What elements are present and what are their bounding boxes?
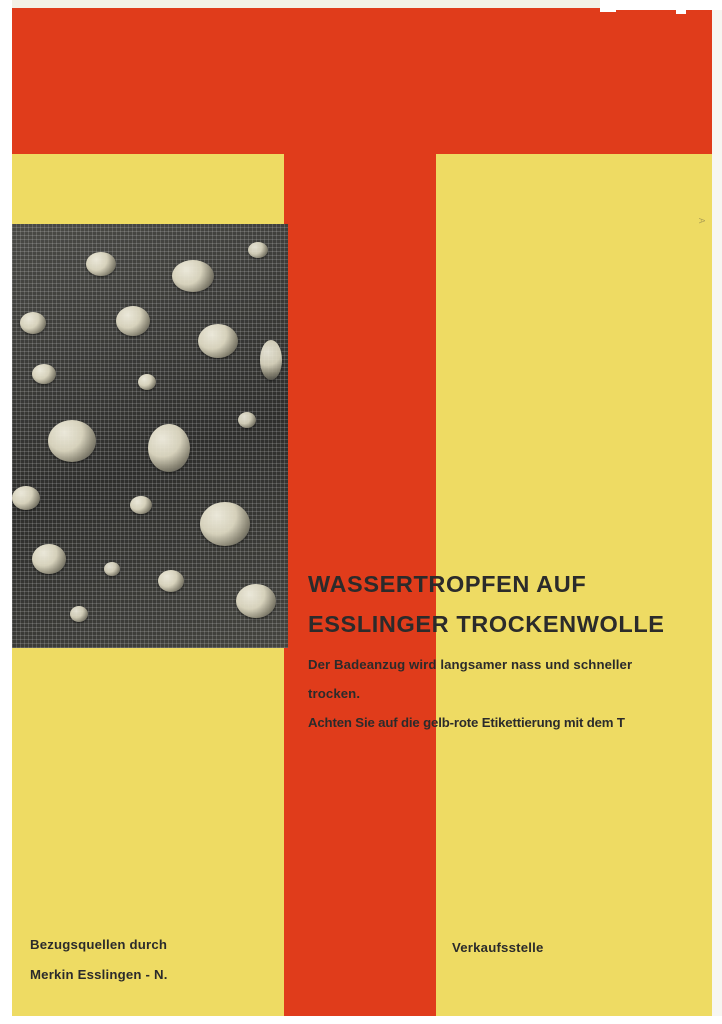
water-drop	[12, 486, 40, 510]
water-drop	[32, 544, 66, 574]
water-drop	[236, 584, 276, 618]
water-drop	[86, 252, 116, 276]
water-drop	[238, 412, 256, 428]
headline-line-2: ESSLINGER TROCKENWOLLE	[308, 611, 665, 638]
water-drop	[148, 424, 190, 472]
water-drops-photo	[12, 224, 288, 648]
paper-tear-mark	[600, 0, 616, 12]
footer-left-line-1: Bezugsquellen durch	[30, 937, 168, 952]
body-line-2: trocken.	[308, 686, 361, 702]
water-drop	[20, 312, 46, 334]
water-drop	[32, 364, 56, 384]
paper-edge-right	[712, 0, 722, 1024]
water-drop	[130, 496, 152, 514]
poster-body-text	[308, 650, 704, 737]
red-t-vertical-stem	[284, 8, 436, 1016]
faint-edge-mark: A	[697, 218, 706, 225]
water-drop	[104, 562, 120, 576]
body-line-3: Achten Sie auf die gelb-rote Etikettierung mit dem T	[308, 715, 625, 731]
water-drop	[116, 306, 150, 336]
paper-edge-bottom	[0, 1016, 722, 1024]
paper-edge-top-right	[602, 0, 722, 10]
water-drop	[260, 340, 282, 380]
paper-tear-mark	[676, 0, 686, 14]
footer-left-block	[30, 930, 280, 989]
water-drop	[138, 374, 156, 390]
footer-right-label: Verkaufsstelle	[452, 940, 544, 955]
water-drop	[158, 570, 184, 592]
paper-edge-left	[0, 0, 12, 1024]
poster-headline	[308, 564, 700, 645]
water-drop	[70, 606, 88, 622]
footer-left-line-2: Merkin Esslingen - N.	[30, 966, 168, 982]
water-drop	[200, 502, 250, 546]
headline-line-1: WASSERTROPFEN AUF	[308, 571, 587, 597]
water-drop	[248, 242, 268, 258]
water-drop	[48, 420, 96, 462]
water-drop	[198, 324, 238, 358]
water-drop	[172, 260, 214, 292]
body-line-1: Der Badeanzug wird langsamer nass und schneller	[308, 657, 633, 672]
